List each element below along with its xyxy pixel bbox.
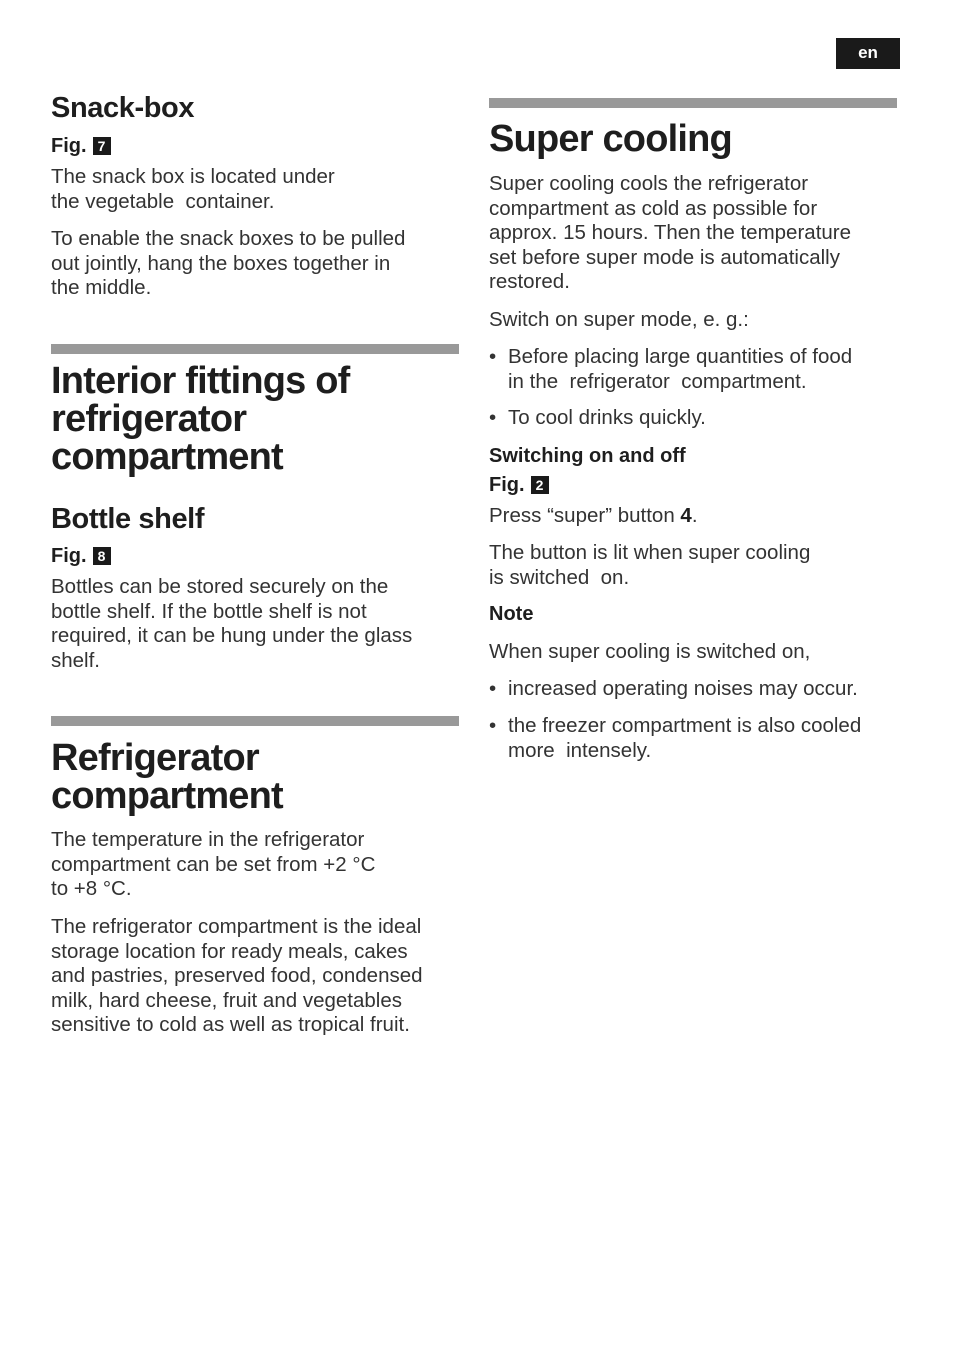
fig-label: Fig. (489, 474, 525, 496)
language-badge: en (836, 38, 900, 69)
text-line: the middle. (51, 276, 152, 299)
fig-label: Fig. (51, 135, 87, 157)
list-item (489, 345, 852, 394)
switching-heading: Switching on and off (489, 445, 686, 467)
text-line: approx. 15 hours. Then the temperature (489, 221, 852, 244)
bottle-shelf-fig-ref (51, 544, 111, 568)
snack-box-paragraph-1 (51, 165, 335, 214)
text-line: To enable the snack boxes to be pulled (51, 227, 406, 250)
text-line: milk, hard cheese, fruit and vegetables (51, 988, 402, 1012)
text-line: The temperature in the refrigerator (51, 828, 365, 851)
button-number: 4 (680, 504, 692, 527)
super-cooling-paragraph-1 (489, 172, 851, 295)
note-heading: Note (489, 603, 534, 625)
text-line: sensitive to cold as well as tropical fruit. (51, 1013, 410, 1036)
text-line: Before placing large quantities of food (508, 345, 853, 368)
text-line: shelf. (51, 648, 100, 672)
heading-line: compartment (51, 436, 283, 478)
text-line: compartment as cold as possible for (489, 196, 818, 220)
text-line: is switched on. (489, 565, 630, 589)
refrigerator-compartment-heading (51, 739, 283, 815)
button-lit-paragraph (489, 541, 810, 590)
text-line: The button is lit when super cooling (489, 541, 811, 564)
bullet-icon: • (489, 677, 497, 700)
text-line: the vegetable container. (51, 189, 275, 213)
text-line: out jointly, hang the boxes together in (51, 251, 391, 275)
text-line: Bottles can be stored securely on the (51, 575, 389, 598)
super-cooling-heading: Super cooling (489, 118, 732, 160)
fig-number-badge: 7 (93, 137, 111, 155)
section-divider (489, 98, 897, 108)
bullet-icon: • (489, 714, 497, 737)
press-instruction (489, 504, 698, 529)
super-mode-intro: Switch on super mode, e. g.: (489, 308, 749, 331)
snack-box-fig-ref (51, 134, 111, 158)
text-line: set before super mode is automatically (489, 245, 840, 269)
bottle-shelf-heading: Bottle shelf (51, 503, 205, 535)
text-line: restored. (489, 270, 570, 293)
heading-line: compartment (51, 775, 283, 817)
section-divider (51, 716, 459, 726)
text-line: increased operating noises may occur. (508, 677, 858, 700)
fig-label: Fig. (51, 545, 87, 567)
text-line: To cool drinks quickly. (508, 406, 706, 429)
bullet-icon: • (489, 406, 497, 429)
interior-fittings-heading (51, 362, 350, 476)
text-line: The refrigerator compartment is the ideal (51, 915, 422, 938)
snack-box-heading: Snack-box (51, 92, 195, 124)
heading-line: refrigerator (51, 398, 247, 440)
fridge-paragraph-1 (51, 828, 375, 902)
bullet-icon: • (489, 345, 497, 368)
heading-line: Interior fittings of (51, 360, 350, 402)
text-line: Super cooling cools the refrigerator (489, 172, 809, 195)
instruction-text: Press “super” button (489, 504, 681, 527)
fig-number-badge: 8 (93, 547, 111, 565)
text-line: compartment can be set from +2 °C (51, 852, 376, 876)
super-cooling-fig-ref (489, 473, 549, 497)
fridge-paragraph-2 (51, 915, 423, 1038)
list-item (489, 406, 706, 431)
text-line: the freezer compartment is also cooled (508, 714, 862, 737)
text-line: to +8 °C. (51, 877, 132, 900)
fig-number-badge: 2 (531, 476, 549, 494)
text-line: The snack box is located under (51, 165, 335, 188)
snack-box-paragraph-2 (51, 227, 405, 301)
instruction-end: . (691, 504, 698, 527)
text-line: in the refrigerator compartment. (508, 369, 807, 393)
section-divider (51, 344, 459, 354)
text-line: more intensely. (508, 738, 652, 762)
text-line: bottle shelf. If the bottle shelf is not (51, 599, 367, 623)
text-line: storage location for ready meals, cakes (51, 939, 408, 963)
list-item (489, 714, 861, 763)
note-paragraph: When super cooling is switched on, (489, 640, 811, 663)
text-line: required, it can be hung under the glass (51, 624, 413, 647)
heading-line: Refrigerator (51, 737, 259, 779)
bottle-shelf-paragraph (51, 575, 412, 673)
text-line: and pastries, preserved food, condensed (51, 964, 423, 987)
list-item (489, 677, 858, 702)
